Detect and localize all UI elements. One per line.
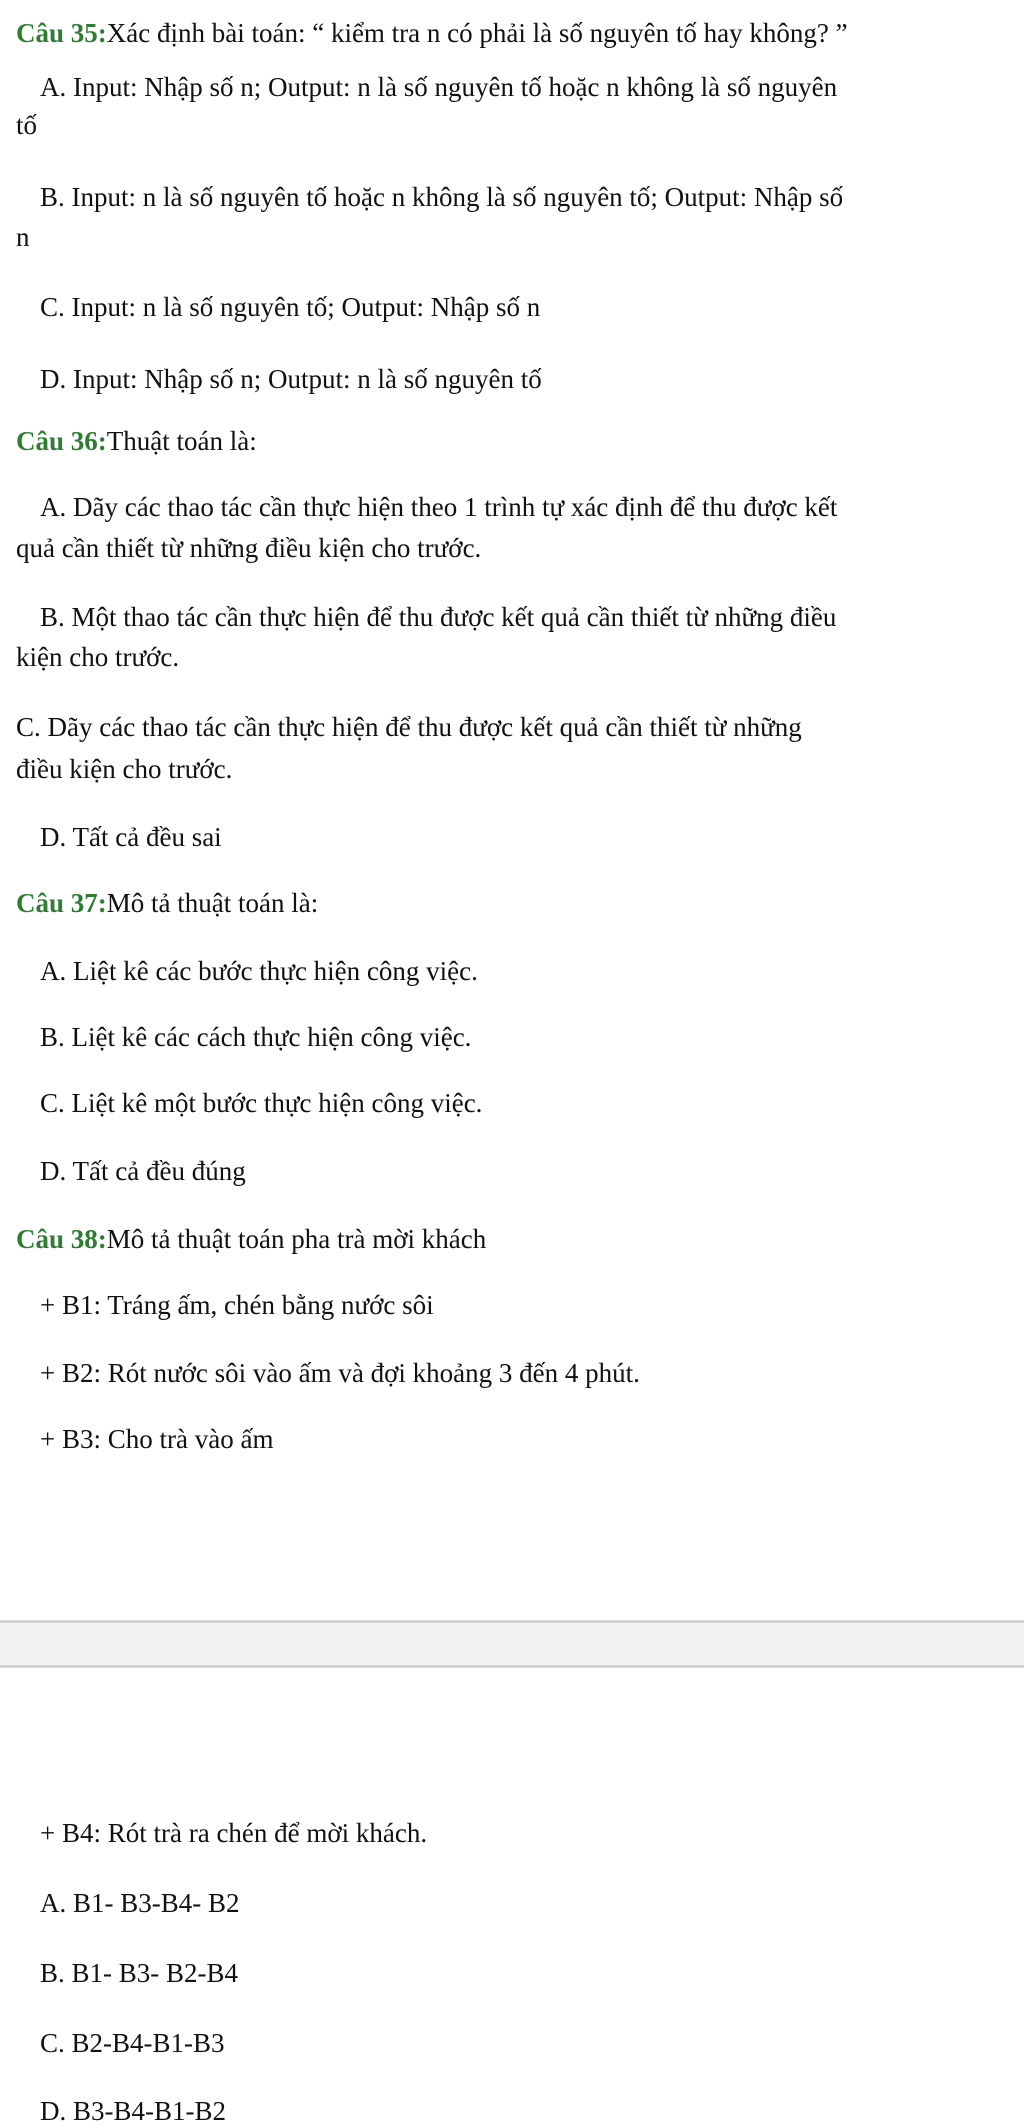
q36-option-a-line1: A. Dãy các thao tác cần thực hiện theo 1 trình tự xác định để thu được kết	[40, 492, 838, 522]
q35-option-a-line1: A. Input: Nhập số n; Output: n là số nguyên tố hoặc n không là số nguyên	[40, 72, 838, 102]
q38-option-d: D. B3-B4-B1-B2	[40, 2096, 227, 2126]
q36-option-c-line2: điều kiện cho trước.	[16, 754, 233, 784]
question-35-text: Xác định bài toán: “ kiểm tra n có phải là số nguyên tố hay không? ”	[106, 18, 848, 48]
question-36-number: Câu 36:	[16, 426, 107, 456]
question-35-heading	[16, 20, 848, 47]
q37-option-b: B. Liệt kê các cách thực hiện công việc.	[40, 1022, 472, 1052]
question-36-heading	[16, 428, 257, 455]
question-38-text: Mô tả thuật toán pha trà mời khách	[106, 1224, 487, 1254]
q36-option-c-line1: C. Dãy các thao tác cần thực hiện để thu được kết quả cần thiết từ những	[16, 712, 802, 742]
q35-option-a-line2: tố	[16, 110, 38, 140]
q38-option-a: A. B1- B3-B4- B2	[40, 1888, 240, 1918]
q38-step-4: + B4: Rót trà ra chén để mời khách.	[40, 1818, 428, 1848]
question-37-heading	[16, 890, 318, 917]
question-38-heading	[16, 1226, 486, 1253]
q38-option-c: C. B2-B4-B1-B3	[40, 2028, 225, 2058]
q38-step-3: + B3: Cho trà vào ấm	[40, 1424, 274, 1454]
q37-option-c: C. Liệt kê một bước thực hiện công việc.	[40, 1088, 483, 1118]
page-break-divider	[0, 1620, 1024, 1668]
q35-option-c: C. Input: n là số nguyên tố; Output: Nhập số n	[40, 292, 541, 322]
question-38-number: Câu 38:	[16, 1224, 107, 1254]
q38-option-b: B. B1- B3- B2-B4	[40, 1958, 239, 1988]
question-35-number: Câu 35:	[16, 18, 107, 48]
q36-option-b-line2: kiện cho trước.	[16, 642, 180, 672]
q37-option-d: D. Tất cả đều đúng	[40, 1156, 246, 1186]
question-37-text: Mô tả thuật toán là:	[106, 888, 319, 918]
q35-option-d: D. Input: Nhập số n; Output: n là số nguyên tố	[40, 364, 542, 394]
q35-option-b-line1: B. Input: n là số nguyên tố hoặc n không là số nguyên tố; Output: Nhập số	[40, 182, 844, 212]
q36-option-d: D. Tất cả đều sai	[40, 822, 222, 852]
q36-option-a-line2: quả cần thiết từ những điều kiện cho trước.	[16, 533, 482, 563]
q35-option-b-line2: n	[16, 222, 30, 252]
question-37-number: Câu 37:	[16, 888, 107, 918]
q38-step-1: + B1: Tráng ấm, chén bằng nước sôi	[40, 1290, 434, 1320]
q38-step-2: + B2: Rót nước sôi vào ấm và đợi khoảng 3 đến 4 phút.	[40, 1358, 640, 1388]
q36-option-b-line1: B. Một thao tác cần thực hiện để thu được kết quả cần thiết từ những điều	[40, 602, 837, 632]
question-36-text: Thuật toán là:	[106, 426, 257, 456]
q37-option-a: A. Liệt kê các bước thực hiện công việc.	[40, 956, 478, 986]
